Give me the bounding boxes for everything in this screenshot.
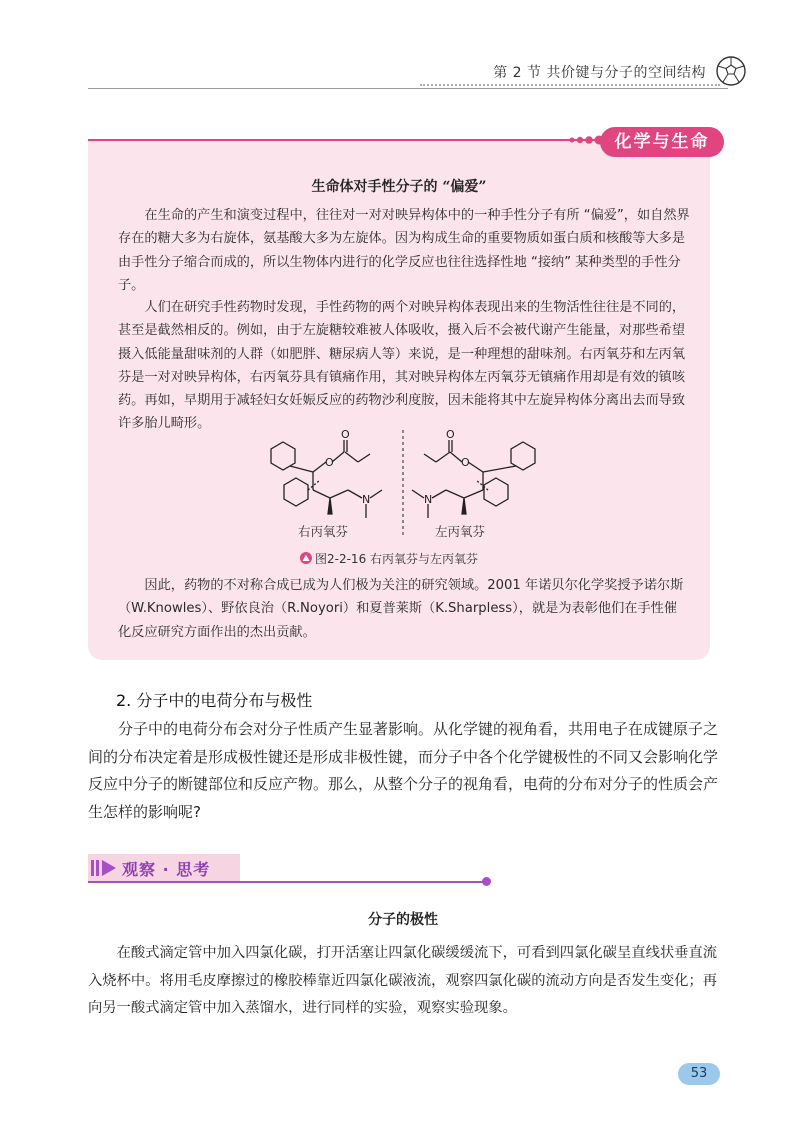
left-benzene-ring-bottom [284, 478, 308, 506]
section-paragraph: 分子中的电荷分布会对分子性质产生显著影响。从化学键的视角看，共用电子在成键原子之间的分布决定着是形成极性键还是形成非极性键，而分子中各个化学键极性的不同又会影响化学反应中分子的断键部位和反应产物。那么，从整个分子的视角看，电荷的分布对分子的性质会产生怎样的影响呢? [88, 720, 719, 821]
observe-paragraph: 在酸式滴定管中加入四氯化碳，打开活塞让四氯化碳缓缓流下，可看到四氯化碳呈直线状垂直流入烧杯中。将用毛皮摩擦过的橡胶棒靠近四氯化碳液流，观察四氯化碳的流动方向是否发生变化；再向另一酸式滴定管中加入蒸馏水，进行同样的实验，观察实验现象。 [88, 945, 718, 1016]
section-heading: 2. 分子中的电荷分布与极性 [116, 691, 313, 710]
box-title: 生命体对手性分子的 “偏爱” [311, 179, 487, 195]
box-paragraph-2: 人们在研究手性药物时发现，手性药物的两个对映异构体表现出来的生物活性往往是不同的，甚至是截然相反的。例如，由于左旋糖较难被人体吸收，摄入后不会被代谢产生能量，对那些希望摄入低能量甜味剂的人群（如肥胖、糖尿病人等）来说，是一种理想的甜味剂。右丙氧芬和左丙氧芬是一对对映异构体，右丙氧芬具有镇痛作用，其对映异构体左丙氧芬无镇痛作用却是有效的镇咳药。再如，早期用于减轻妇女妊娠反应的药物沙利度胺，因未能将其中左旋异构体分离出去而导致许多胎儿畸形。 [118, 300, 686, 432]
figure-caption-text: 图2-2-16 右丙氧芬与左丙氧芬 [315, 552, 479, 566]
right-oxygen-carbonyl: O [446, 428, 455, 441]
box-top-rule [88, 139, 643, 141]
observe-label: 观察 · 思考 [122, 860, 211, 879]
triangle-figure-icon [300, 552, 312, 564]
observe-rule-dot [482, 877, 491, 886]
box-paragraph-3: 因此，药物的不对称合成已成为人们极为关注的研究领域。2001 年诺贝尔化学奖授予诺尔斯（W.Knowles）、野依良治（R.Noyori）和夏普莱斯（K.Sharpless），就是为表彰他们在手性催化反应研究方面作出的杰出贡献。 [118, 578, 684, 640]
section-running-title: 第 2 节 共价键与分子的空间结构 [493, 65, 706, 81]
right-oxygen-ether: O [461, 456, 470, 469]
soccer-ball-icon [715, 55, 747, 87]
header-dotted-line [420, 84, 720, 86]
observe-rule [88, 881, 488, 883]
figure-caption [300, 550, 478, 567]
left-molecule-label: 右丙氧芬 [298, 524, 349, 539]
right-benzene-ring-bottom [484, 478, 508, 506]
header-rule [88, 88, 728, 89]
box-tag-label: 化学与生命 [600, 127, 724, 157]
dots-decoration-icon [568, 132, 604, 148]
left-nitrogen: N [362, 493, 371, 506]
observe-title: 分子的极性 [368, 912, 438, 928]
left-oxygen-carbonyl: O [341, 428, 350, 441]
right-molecule-label: 左丙氧芬 [435, 524, 486, 539]
play-arrow-icon [90, 858, 118, 878]
box-paragraph-1: 在生命的产生和演变过程中，往往对一对对映异构体中的一种手性分子有所 “偏爱”，如自然界存在的糖大多为右旋体，氨基酸大多为左旋体。因为构成生命的重要物质如蛋白质和核酸等大多是由手性分子缩合而成的，所以生物体内进行的化学反应也往往选择性地 “接纳” 某种类型的手性分子。 [118, 208, 690, 293]
right-nitrogen: N [424, 493, 433, 506]
page-number-badge: 53 [678, 1063, 720, 1085]
left-oxygen-ether: O [325, 456, 334, 469]
